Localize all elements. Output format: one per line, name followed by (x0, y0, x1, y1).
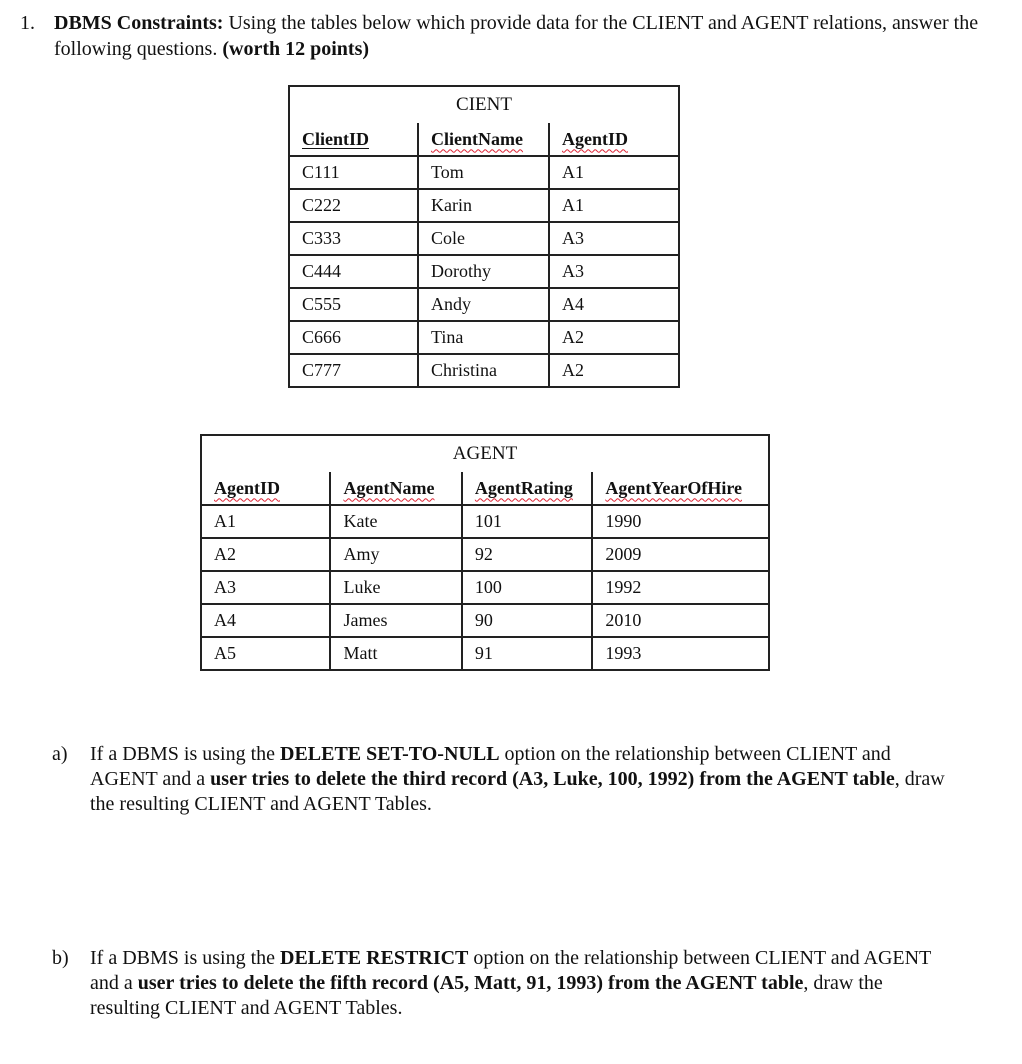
table-cell: 2009 (592, 538, 769, 571)
question-heading (20, 10, 980, 62)
table-cell: A2 (549, 321, 679, 354)
table-cell: Cole (418, 222, 549, 255)
table-cell: Matt (330, 637, 461, 670)
question-title: DBMS Constraints: (54, 12, 224, 34)
table-cell: A2 (201, 538, 330, 571)
table-cell: 1992 (592, 571, 769, 604)
client-header-clientname: ClientName (418, 123, 549, 156)
table-cell: A4 (201, 604, 330, 637)
table-cell: 1990 (592, 505, 769, 538)
table-cell: A3 (201, 571, 330, 604)
table-cell: A5 (201, 637, 330, 670)
table-cell: C444 (289, 255, 418, 288)
table-cell: C111 (289, 156, 418, 189)
question-number: 1. (20, 12, 35, 34)
table-cell: 100 (462, 571, 592, 604)
table-cell: Kate (330, 505, 461, 538)
table-cell: 101 (462, 505, 592, 538)
part-a-text: If a DBMS is using the DELETE SET-TO-NULL option on the relationship between CLIENT and AGENT and a user tries to delete the third record (A3, Luke, 100, 1992) from the AGENT table, draw the resulting CLIENT and AGENT Tables. (90, 743, 945, 815)
table-cell: A1 (549, 156, 679, 189)
question-points: (worth 12 points) (222, 38, 370, 60)
table-cell: Tina (418, 321, 549, 354)
agent-header-agentyearofhire: AgentYearOfHire (592, 472, 769, 505)
table-cell: James (330, 604, 461, 637)
client-table (288, 85, 680, 388)
table-cell: 91 (462, 637, 592, 670)
question-body: Using the tables below which provide data for the CLIENT and AGENT relations, answer the following questions. (54, 12, 979, 60)
table-cell: 92 (462, 538, 592, 571)
part-b-label: b) (52, 947, 69, 969)
question-text (54, 10, 980, 62)
table-cell: Tom (418, 156, 549, 189)
table-cell: C777 (289, 354, 418, 387)
table-cell: C222 (289, 189, 418, 222)
part-b (52, 946, 952, 1021)
table-cell: A1 (549, 189, 679, 222)
client-header-clientid: ClientID (302, 128, 369, 149)
table-cell: C555 (289, 288, 418, 321)
client-header-agentid: AgentID (549, 123, 679, 156)
table-cell: Christina (418, 354, 549, 387)
table-cell: A1 (201, 505, 330, 538)
table-cell: Andy (418, 288, 549, 321)
table-cell: C666 (289, 321, 418, 354)
table-cell: 1993 (592, 637, 769, 670)
agent-table (200, 434, 770, 671)
part-a-label: a) (52, 743, 68, 765)
client-table-title: CIENT (456, 94, 512, 115)
table-cell: Dorothy (418, 255, 549, 288)
part-b-text: If a DBMS is using the DELETE RESTRICT option on the relationship between CLIENT and AGENT and a user tries to delete the fifth record (A5, Matt, 91, 1993) from the AGENT table, draw the resulting CLIENT and AGENT Tables. (90, 947, 931, 1019)
table-cell: A3 (549, 222, 679, 255)
table-cell: A2 (549, 354, 679, 387)
table-cell: 2010 (592, 604, 769, 637)
agent-header-agentid: AgentID (214, 477, 280, 498)
table-cell: C333 (289, 222, 418, 255)
agent-header-agentname: AgentName (330, 472, 461, 505)
table-cell: Amy (330, 538, 461, 571)
table-cell: Luke (330, 571, 461, 604)
table-cell: A4 (549, 288, 679, 321)
table-cell: 90 (462, 604, 592, 637)
part-a (52, 742, 952, 817)
agent-header-agentrating: AgentRating (462, 472, 592, 505)
agent-table-title: AGENT (452, 443, 518, 464)
table-cell: A3 (549, 255, 679, 288)
table-cell: Karin (418, 189, 549, 222)
